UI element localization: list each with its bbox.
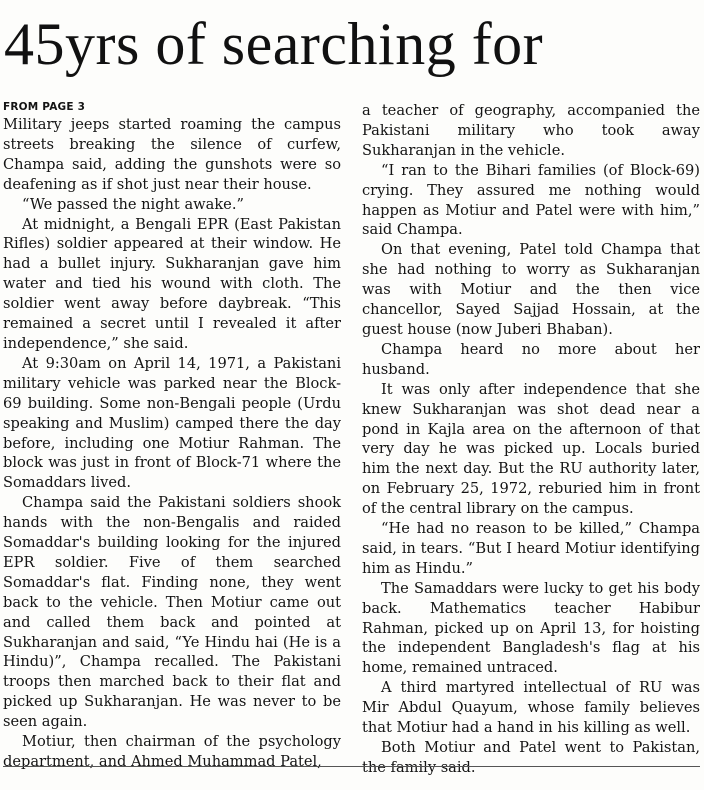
paragraph: On that evening, Patel told Champa that she had nothing to worry as Sukharanjan was with Motiur and the then vice chancellor, Sayed Sajjad Hossain, at the guest house (now Juberi Bhaban). <box>362 241 700 338</box>
paragraph: Both Motiur and Patel went to Pakistan, the family said. <box>362 739 700 776</box>
paragraph: At midnight, a Bengali EPR (East Pakistan Rifles) soldier appeared at their window. He had a bullet injury. Sukharanjan gave him water and tied his wound with cloth. The soldier went away before daybreak. “This remained a secret until I revealed it after independence,” she said. <box>3 215 341 352</box>
jump-line: FROM PAGE 3 <box>3 101 86 113</box>
paragraph: Champa said the Pakistani soldiers shook hands with the non-Bengalis and raided Somaddar's building looking for the injured EPR soldier. Five of them searched Somaddar's flat. Finding none, they went back to the vehicle. Then Motiur came out and called them back and pointed at Sukharanjan and said, “Ye Hindu hai (He is a Hindu)”, Champa recalled. The Pakistani troops then marched back to their flat and picked up Sukharanjan. He was never to be seen again. <box>3 494 341 731</box>
headline: 45yrs of searching for <box>4 11 544 77</box>
article-column-left <box>3 101 341 772</box>
article-column-right <box>362 101 700 778</box>
paragraph: “We passed the night awake.” <box>22 195 244 213</box>
paragraph: It was only after independence that she knew Sukharanjan was shot dead near a pond in Kajla area on the afternoon of that very day he was picked up. Locals buried him the next day. But the RU authority later, on February 25, 1972, reburied him in front of the central library on the campus. <box>362 380 700 518</box>
paragraph: Military jeeps started roaming the campus streets breaking the silence of curfew, Champa said, adding the gunshots were so deafening as if shot just near their house. <box>3 116 341 193</box>
paragraph: At 9:30am on April 14, 1971, a Pakistani military vehicle was parked near the Block-69 building. Some non-Bengali people (Urdu speaking and Muslim) camped there the day before, including one Motiur Rahman. The block was just in front of Block-71 where the Somaddars lived. <box>3 354 341 492</box>
paragraph: Motiur, then chairman of the psychology department, and Ahmed Muhammad Patel, <box>3 733 341 770</box>
bottom-rule <box>3 766 700 767</box>
paragraph: a teacher of geography, accompanied the Pakistani military who took away Sukharanjan in the vehicle. <box>362 102 700 159</box>
paragraph: A third martyred intellectual of RU was Mir Abdul Quayum, whose family believes that Motiur had a hand in his killing as well. <box>362 679 700 737</box>
paragraph: Champa heard no more about her husband. <box>362 340 700 378</box>
paragraph: “I ran to the Bihari families (of Block-69) crying. They assured me nothing would happen as Motiur and Patel were with him,” said Champa. <box>362 161 700 239</box>
paragraph: The Samaddars were lucky to get his body back. Mathematics teacher Habibur Rahman, picked up on April 13, for hoisting the independent Bangladesh's flag at his home, remained untraced. <box>362 579 700 677</box>
paragraph: “He had no reason to be killed,” Champa said, in tears. “But I heard Motiur identifying him as Hindu.” <box>362 520 700 577</box>
